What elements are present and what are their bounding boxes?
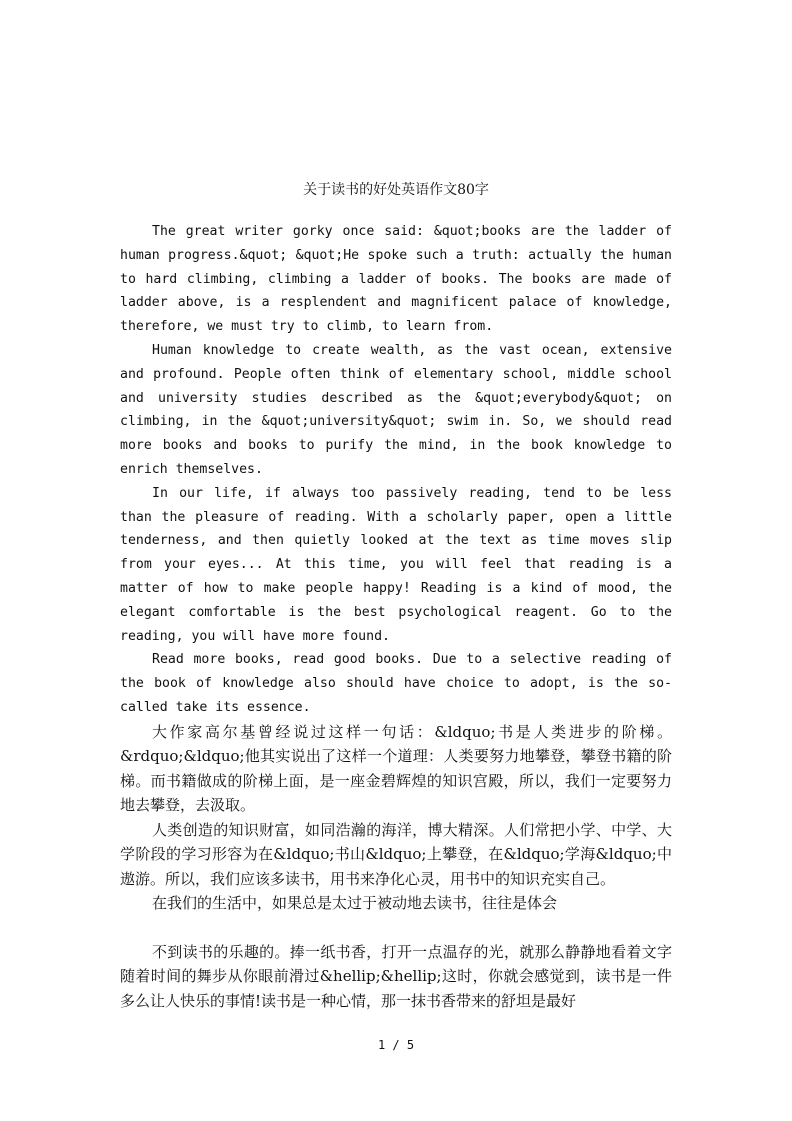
english-paragraph: Human knowledge to create wealth, as the vast ocean, extensive and profound. People often think of elementary school, middle school and university studies described as the &quot;everybody&quot; on climbing, in the &quot;university&quot; swim in. So, we should read more books and books to purify the mind, in the book knowledge to enrich themselves.: [120, 342, 672, 477]
paragraph-gap: [120, 916, 672, 940]
chinese-paragraph: 不到读书的乐趣的。捧一纸书香，打开一点温存的光，就那么静静地看着文字随着时间的舞步从你眼前滑过&hellip;&hellip;这时，你就会感觉到，读书是一件多么让人快乐的事情!读书是一种心情，那一抹书香带来的舒坦是最好: [120, 942, 672, 1010]
chinese-paragraph: 人类创造的知识财富，如同浩瀚的海洋，博大精深。人们常把小学、中学、大学阶段的学习形容为在&ldquo;书山&ldquo;上攀登，在&ldquo;学海&ldquo;中遨游。所以，我们应该多读书，用书来净化心灵，用书中的知识充实自己。: [120, 820, 672, 888]
english-paragraph: The great writer gorky once said: &quot;books are the ladder of human progress.&quot; &quot;He spoke such a truth: actually the human to hard climbing, climbing a ladder of books. The books are made of ladder above, is a resplendent and magnificent palace of knowledge, therefore, we must try to climb, to learn from.: [120, 224, 672, 335]
page-number: 1 / 5: [377, 1038, 415, 1052]
english-paragraph: In our life, if always too passively reading, tend to be less than the pleasure of reading. With a scholarly paper, open a little tenderness, and then quietly looked at the text as time moves slip from your eyes... At this time, you will feel that reading is a matter of how to make people happy! Reading is a kind of mood, the elegant comfortable is the best psychological reagent. Go to the reading, you will have more found.: [120, 485, 672, 644]
document-title: 关于读书的好处英语作文80字: [303, 182, 489, 198]
english-paragraph: Read more books, read good books. Due to a selective reading of the book of knowledge also should have choice to adopt, is the so-called take its essence.: [120, 652, 672, 715]
chinese-paragraph: 在我们的生活中，如果总是太过于被动地去读书，往往是体会: [152, 894, 558, 913]
document-body: [120, 220, 672, 1013]
chinese-paragraph: 大作家高尔基曾经说过这样一句话：&ldquo;书是人类进步的阶梯。&rdquo;&ldquo;他其实说出了这样一个道理：人类要努力地攀登，攀登书籍的阶梯。而书籍做成的阶梯上面，是一座金碧辉煌的知识宫殿，所以，我们一定要努力地去攀登，去汲取。: [120, 722, 672, 815]
